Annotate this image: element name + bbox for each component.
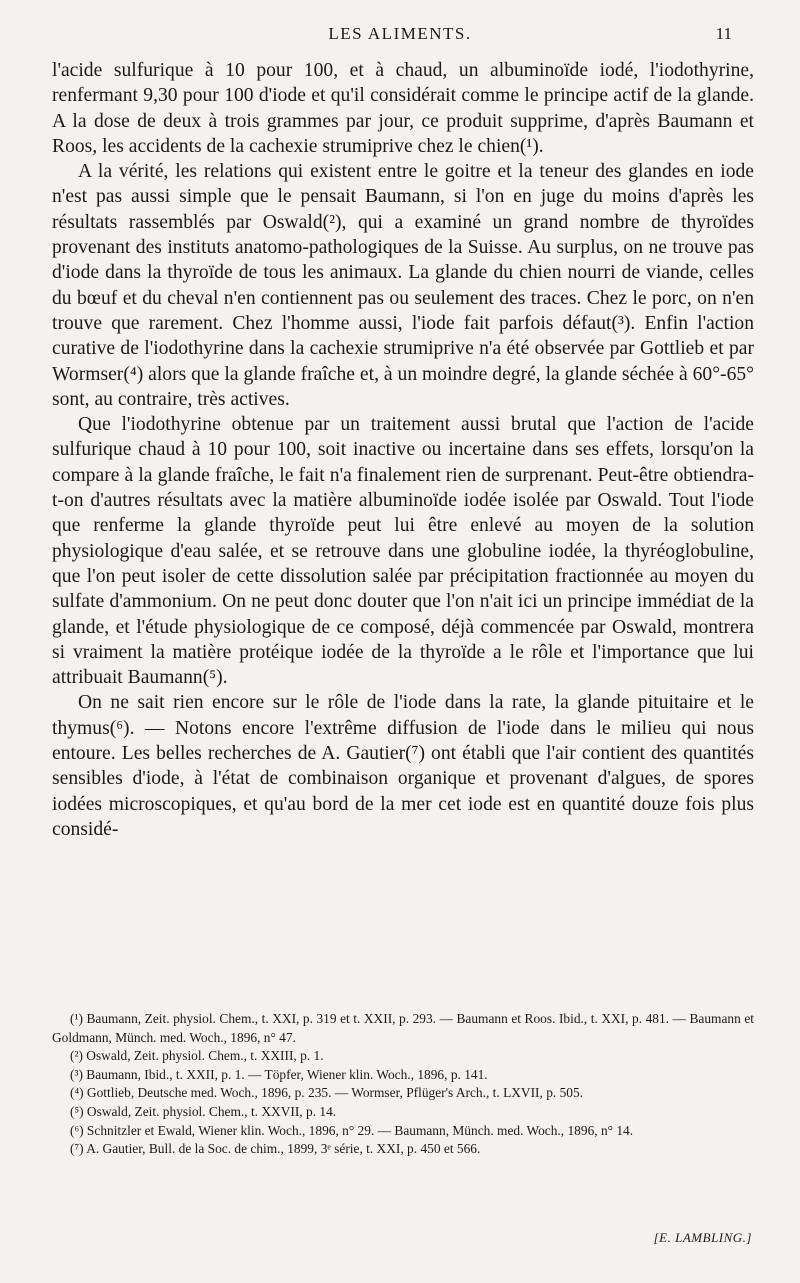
footnotes: [52, 1010, 754, 1159]
page-header: [0, 24, 800, 54]
running-head: LES ALIMENTS.: [328, 24, 472, 43]
main-text: [52, 58, 754, 842]
footnote: (⁵) Oswald, Zeit. physiol. Chem., t. XXVII, p. 14.: [70, 1103, 337, 1119]
paragraph: A la vérité, les relations qui existent entre le goitre et la teneur des glandes en iode n'est pas aussi simple que le pensait Baumann, si l'on en juge du moins d'après les résultats rassemblés par Oswald(²), qui a examiné un grand nombre de thyroïdes provenant des instituts anatomo-pathologiques de la Suisse. Au surplus, on ne trouve pas d'iode dans la thyroïde de tous les animaux. La glande du chien nourri de viande, celles du bœuf et du cheval n'en contiennent pas ou seulement des traces. Chez le porc, on n'en trouve que rarement. Chez l'homme aussi, l'iode fait parfois défaut(³). Enfin l'action curative de l'iodothyrine dans la cachexie strumiprive n'a été observée par Gottlieb et par Wormser(⁴) alors que la glande fraîche et, à un moindre degré, la glande séchée à 60°-65° sont, au contraire, très actives.: [52, 161, 754, 410]
paragraph: Que l'iodothyrine obtenue par un traitement aussi brutal que l'action de l'acide sulfurique chaud à 10 pour 100, soit inactive ou incertaine dans ses effets, lorsqu'on la compare à la glande fraîche, le fait n'a finalement rien de surprenant. Peut-être obtiendra-t-on d'autres résultats avec la matière albuminoïde iodée isolée par Oswald. Tout l'iode que renferme la glande thyroïde peut lui être enlevé au moyen de la solution physiologique d'eau salée, et se retrouve dans une globuline iodée, la thyréoglobuline, que l'on peut isoler de cette dissolution salée par précipitation fractionnée au moyen du sulfate d'ammonium. On ne peut donc douter que l'on n'ait ici un principe immédiat de la glande, et l'étude physiologique de ce composé, déjà commencée par Oswald, montrera si vraiment la matière protéique iodée de la thyroïde a le rôle et l'importance que lui attribuait Baumann(⁵).: [52, 414, 754, 689]
paragraph: On ne sait rien encore sur le rôle de l'iode dans la rate, la glande pituitaire et le thymus(⁶). — Notons encore l'extrême diffusion de l'iode dans le milieu qui nous entoure. Les belles recherches de A. Gautier(⁷) ont établi que l'air contient des quantités sensibles d'iode, à l'état de combinaison organique et provenant d'algues, de spores iodées microscopiques, et qu'au bord de la mer cet iode est en quantité douze fois plus considé-: [52, 692, 754, 840]
footnote: (¹) Baumann, Zeit. physiol. Chem., t. XXI, p. 319 et t. XXII, p. 293. — Baumann et Roos. Ibid., t. XXI, p. 481. — Baumann et Goldmann, Münch. med. Woch., 1896, n° 47.: [52, 1011, 754, 1045]
author-imprint: [E. LAMBLING.]: [653, 1230, 752, 1245]
page-number: 11: [715, 24, 732, 43]
footnote: (³) Baumann, Ibid., t. XXII, p. 1. — Töpfer, Wiener klin. Woch., 1896, p. 141.: [70, 1066, 488, 1082]
footnote: (⁶) Schnitzler et Ewald, Wiener klin. Woch., 1896, n° 29. — Baumann, Münch. med. Woch., 1896, n° 14.: [70, 1122, 634, 1138]
footnote: (²) Oswald, Zeit. physiol. Chem., t. XXIII, p. 1.: [70, 1048, 324, 1064]
footnote: (⁷) A. Gautier, Bull. de la Soc. de chim., 1899, 3ᵉ série, t. XXI, p. 450 et 566.: [70, 1141, 481, 1157]
paragraph: l'acide sulfurique à 10 pour 100, et à chaud, un albuminoïde iodé, l'iodothyrine, renfermant 9,30 pour 100 d'iode et qu'il considérait comme le principe actif de la glande. A la dose de deux à trois grammes par jour, ce produit supprime, d'après Baumann et Roos, les accidents de la cachexie strumiprive chez le chien(¹).: [52, 60, 754, 157]
footnote: (⁴) Gottlieb, Deutsche med. Woch., 1896, p. 235. — Wormser, Pflüger's Arch., t. LXVII, p. 505.: [70, 1085, 584, 1101]
